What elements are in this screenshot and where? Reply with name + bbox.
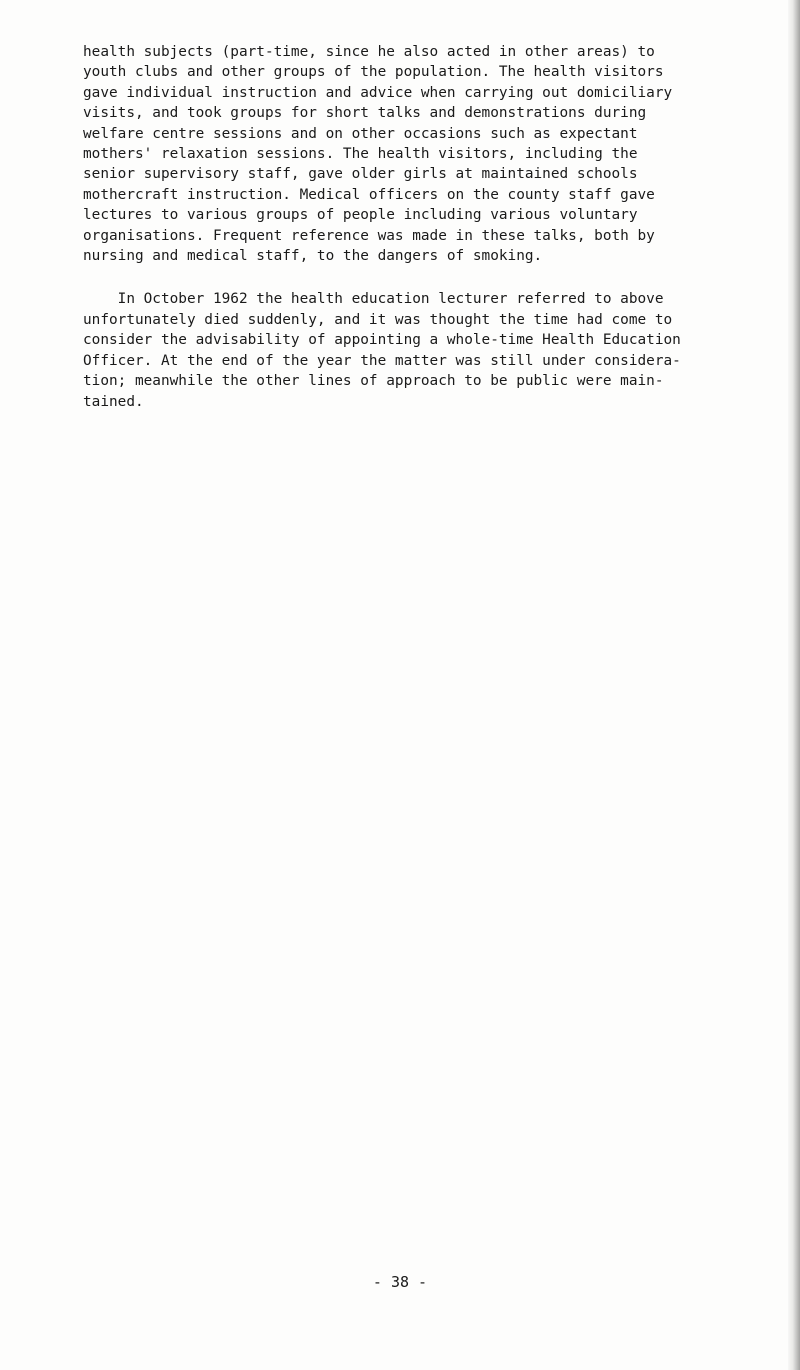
body-text (83, 42, 723, 435)
text-line: senior supervisory staff, gave older girls at maintained schools (83, 166, 638, 183)
text-line: gave individual instruction and advice when carrying out domiciliary (83, 84, 673, 101)
text-line: visits, and took groups for short talks and demonstrations during (83, 105, 647, 122)
paragraph-2 (83, 289, 723, 411)
text-line: Officer. At the end of the year the matter was still under considera- (83, 352, 681, 369)
text-line: unfortunately died suddenly, and it was thought the time had come to (83, 311, 673, 328)
text-line: In October 1962 the health education lecturer referred to above (83, 291, 664, 308)
text-line: consider the advisability of appointing a whole-time Health Education (83, 332, 681, 349)
text-line: welfare centre sessions and on other occasions such as expectant (83, 125, 638, 142)
page-number: - 38 - (372, 1273, 428, 1291)
text-line: health subjects (part-time, since he also acted in other areas) to (83, 44, 655, 60)
text-line: mothercraft instruction. Medical officers on the county staff gave (83, 186, 655, 203)
text-line: tained. (83, 393, 144, 410)
text-line: mothers' relaxation sessions. The health visitors, including the (83, 146, 638, 163)
text-line: organisations. Frequent reference was made in these talks, both by (83, 227, 655, 244)
paragraph-1 (83, 42, 723, 266)
text-line: lectures to various groups of people including various voluntary (83, 207, 638, 224)
scan-edge-shadow (788, 0, 800, 1370)
text-line: nursing and medical staff, to the dangers of smoking. (83, 248, 543, 265)
text-line: youth clubs and other groups of the population. The health visitors (83, 64, 664, 81)
text-line: tion; meanwhile the other lines of approach to be public were main- (83, 373, 664, 390)
